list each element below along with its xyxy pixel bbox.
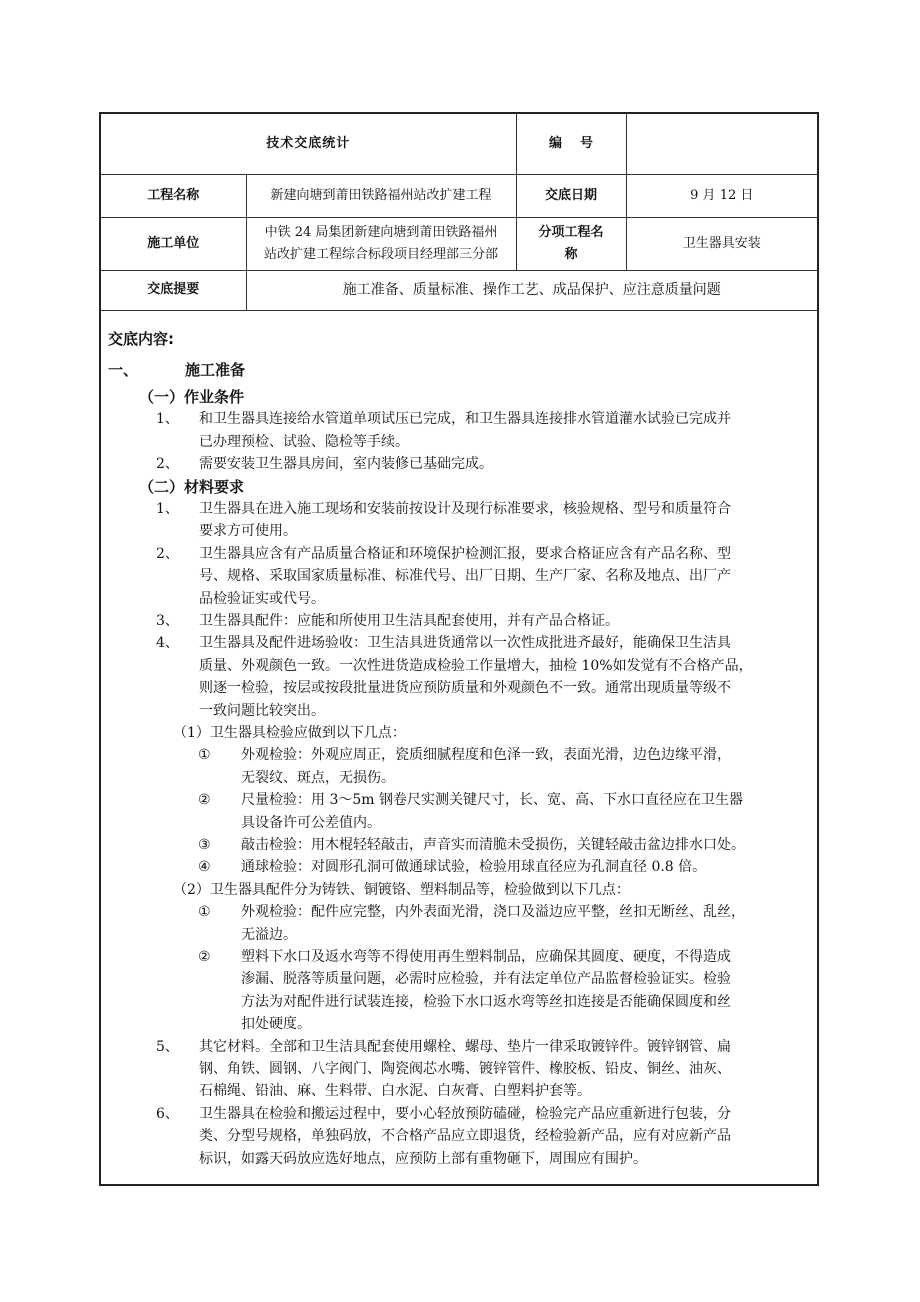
- sub-project-value: 卫生器具安装: [626, 217, 817, 270]
- summary-value: 施工准备、质量标准、操作工艺、成品保护、应注意质量问题: [246, 270, 817, 310]
- check1-item-num-0: ①: [198, 747, 211, 764]
- sub2-item-num-0: 1、: [156, 501, 179, 517]
- sub1-item-line-1-0: 需要安装卫生器具房间，室内装修已基础完成。: [199, 456, 493, 473]
- header-table: [101, 114, 817, 311]
- check2-item-line-1-2: 方法为对配件进行试装连接，检验下水口返水弯等丝扣连接是否能确保圆度和丝: [241, 993, 731, 1010]
- date-label: 交底日期: [516, 174, 626, 217]
- sub2b-item-num-1: 6、: [156, 1105, 179, 1122]
- check2-item-num-1: ②: [198, 949, 211, 965]
- sub2-item-line-1-2: 品检验证实或代号。: [199, 590, 325, 607]
- content-label: 交底内容:: [108, 330, 174, 348]
- sub2-title: （二）材料要求: [139, 477, 245, 496]
- sub2-item-line-1-1: 号、规格、采取国家质量标准、标准代号、出厂日期、生产厂家、名称及地点、出厂产: [199, 568, 731, 585]
- construction-unit-value: [246, 217, 516, 270]
- sub2-item-line-0-0: 卫生器具在进入施工现场和安装前按设计及现行标准要求，核验规格、型号和质量符合: [199, 501, 731, 517]
- project-name-value: 新建向塘到莆田铁路福州站改扩建工程: [246, 174, 516, 217]
- check1-item-line-3-0: 通球检验：对圆形孔洞可做通球试验，检验用球直径应为孔洞直径 0.8 倍。: [241, 859, 707, 876]
- check2-item-line-1-3: 扣处硬度。: [241, 1016, 311, 1033]
- sub-project-label: [516, 217, 626, 270]
- sub2-item-line-2-0: 卫生器具配件：应能和所使用卫生洁具配套使用，并有产品合格证。: [199, 613, 619, 629]
- check2-item-num-0: ①: [198, 904, 211, 921]
- check1-item-line-0-0: 外观检验：外观应周正，瓷质细腻程度和色泽一致，表面光滑，边色边缘平滑，: [241, 747, 731, 764]
- check1-item-num-1: ②: [198, 792, 211, 809]
- document-frame: [99, 112, 819, 1186]
- sub2-item-line-3-2: 则逐一检验，按层或按段批量进货应预防质量和外观颜色不一致。通常出现质量等级不: [199, 680, 731, 697]
- header-row-project: [101, 174, 817, 217]
- check1-item-line-0-1: 无裂纹、斑点，无损伤。: [241, 769, 395, 786]
- sub1-item-num-0: 1、: [156, 411, 179, 428]
- document-title: 技术交底统计: [101, 114, 516, 174]
- check2-item-line-0-0: 外观检验：配件应完整，内外表面光滑，浇口及溢边应平整，丝扣无断丝、乱丝，: [241, 904, 745, 921]
- summary-label: 交底提要: [101, 270, 246, 310]
- sub2-item-line-3-1: 质量、外观颜色一致。一次性进货造成检验工作量增大，抽检 10%如发觉有不合格产品，: [199, 657, 753, 674]
- section1-title: 施工准备: [185, 361, 246, 379]
- sub2-item-num-3: 4、: [156, 635, 179, 652]
- header-row-summary: [101, 270, 817, 310]
- header-row-title: [101, 114, 817, 174]
- check2-item-line-1-0: 塑料下水口及返水弯等不得使用再生塑料制品，应确保其圆度、硬度，不得造成: [241, 949, 731, 965]
- sub2b-item-line-0-1: 钢、角铁、圆钢、八字阀门、陶瓷阀芯水嘴、镀锌管件、橡胶板、铅皮、铜丝、油灰、: [199, 1061, 731, 1077]
- construction-unit-label: 施工单位: [101, 217, 246, 270]
- sub2-item-line-3-3: 一致问题比较突出。: [199, 702, 325, 719]
- sub2-item-num-2: 3、: [156, 613, 179, 629]
- sub2b-item-line-1-0: 卫生器具在检验和搬运过程中，要小心轻放预防磕碰，检验完产品应重新进行包装，分: [199, 1105, 731, 1122]
- check2-item-line-1-1: 渗漏、脱落等质量问题，必需时应检验，并有法定单位产品监督检验证实。检验: [241, 971, 731, 988]
- check1-title: （1）卫生器具检验应做到以下几点：: [173, 725, 406, 741]
- sub2-item-line-3-0: 卫生器具及配件进场验收：卫生洁具进货通常以一次性成批进齐最好，能确保卫生洁具: [199, 635, 731, 652]
- sub1-item-num-1: 2、: [156, 456, 179, 473]
- construction-unit-line1: 中铁 24 局集团新建向塘到莆田铁路福州: [264, 224, 498, 240]
- sub2b-item-line-1-2: 标识，如露天码放应选好地点，应预防上部有重物砸下，周围应有围护。: [199, 1150, 647, 1167]
- check2-item-line-0-1: 无溢边。: [241, 926, 297, 943]
- check1-item-line-1-0: 尺量检验：用 3～5m 钢卷尺实测关键尺寸，长、宽、高、下水口直径应在卫生器: [241, 792, 743, 809]
- check1-item-num-3: ④: [198, 859, 211, 876]
- construction-unit-line2: 站改扩建工程综合标段项目经理部三分部: [264, 246, 499, 262]
- check2-title: （2）卫生器具配件分为铸铁、铜镀铬、塑料制品等，检验做到以下几点：: [173, 881, 630, 898]
- project-name-label: 工程名称: [101, 174, 246, 217]
- date-value: 9 月 12 日: [626, 174, 817, 217]
- sub1-item-line-0-0: 和卫生器具连接给水管道单项试压已完成，和卫生器具连接排水管道灌水试验已完成并: [199, 411, 731, 428]
- sub2-item-line-1-0: 卫生器具应含有产品质量合格证和环境保护检测汇报，要求合格证应含有产品名称、型: [199, 545, 731, 562]
- check1-item-line-2-0: 敲击检验：用木棍轻轻敲击，声音实而清脆未受损伤，关键轻敲击盆边排水口处。: [241, 837, 745, 853]
- section1-number: 一、: [108, 361, 139, 379]
- sub-project-label-line1: 分项工程名: [538, 224, 604, 240]
- header-row-unit: [101, 217, 817, 270]
- sub2b-item-num-0: 5、: [156, 1038, 179, 1055]
- check1-item-num-2: ③: [198, 837, 211, 853]
- sub2-item-num-1: 2、: [156, 545, 179, 562]
- sub2-item-line-0-1: 要求方可使用。: [199, 523, 297, 540]
- sub2b-item-line-0-2: 石棉绳、铅油、麻、生料带、白水泥、白灰膏、白塑料护套等。: [199, 1083, 591, 1100]
- check1-item-line-1-1: 具设备许可公差值内。: [241, 814, 381, 831]
- sub-project-label-line2: 称: [564, 246, 578, 262]
- sub1-title: （一）作业条件: [139, 388, 245, 406]
- sub2b-item-line-1-1: 类、分型号规格，单独码放，不合格产品应立即退货，经检验新产品，应有对应新产品: [199, 1128, 731, 1145]
- sub2b-item-line-0-0: 其它材料。全部和卫生洁具配套使用螺栓、螺母、垫片一律采取镀锌件。镀锌钢管、扁: [199, 1038, 731, 1055]
- number-label: 编 号: [516, 114, 626, 174]
- number-value: [626, 114, 817, 174]
- sub1-item-line-0-1: 已办理预检、试验、隐检等手续。: [199, 433, 409, 450]
